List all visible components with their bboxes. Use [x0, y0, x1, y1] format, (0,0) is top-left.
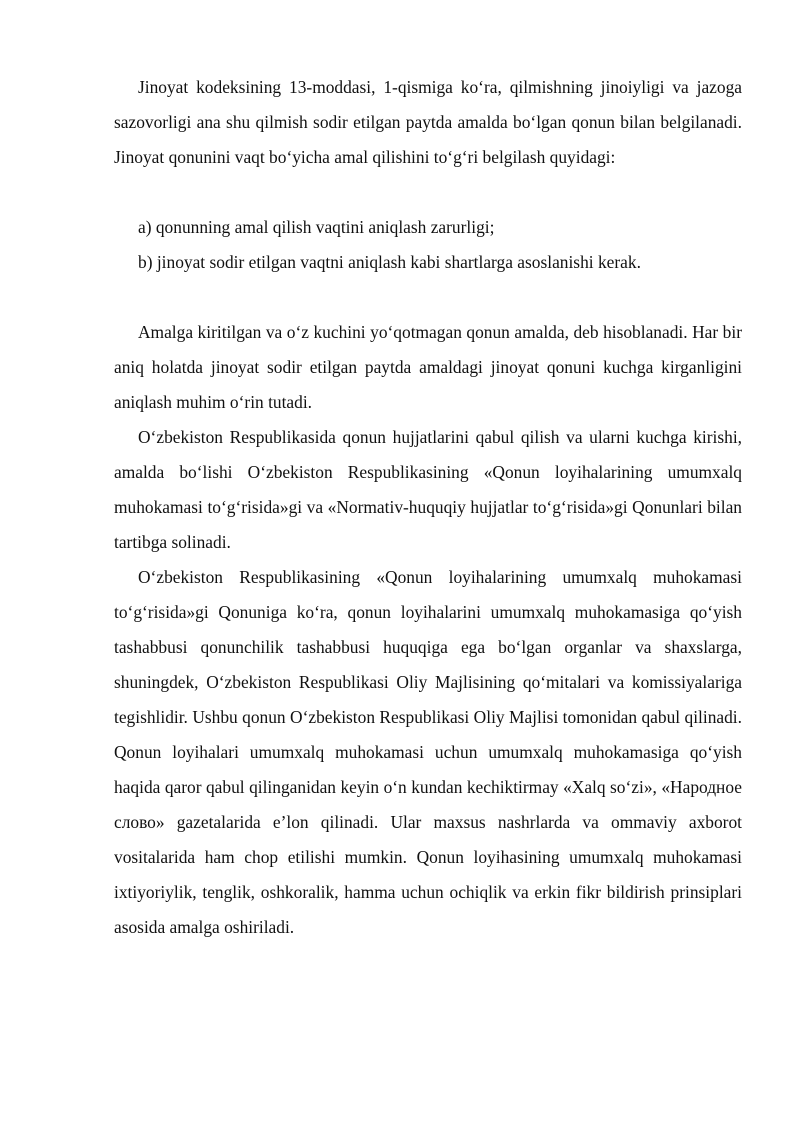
- paragraph-intro: Jinoyat kodeksining 13-moddasi, 1-qismiga ko‘ra, qilmishning jinoiyligi va jazoga sazovorligi ana shu qilmish sodir etilgan paytda amalda bo‘lgan qonun bilan belgilanadi. Jinoyat qonunini vaqt bo‘yicha amal qilishini to‘g‘ri belgilash quyidagi:: [114, 77, 742, 167]
- list-item-b: b) jinoyat sodir etilgan vaqtni aniqlash kabi shartlarga asoslanishi kerak.: [138, 252, 641, 272]
- paragraph-adoption: O‘zbekiston Respublikasida qonun hujjatlarini qabul qilish va ularni kuchga kirishi, amalda bo‘lishi O‘zbekiston Respublikasining «Qonun loyihalarining umumxalq muhokamasi to‘g‘risida»gi va «Normativ-huquqiy hujjatlar to‘g‘risida»gi Qonunlari bilan tartibga solinadi.: [114, 427, 742, 552]
- spacer: [114, 280, 742, 315]
- paragraph-public-discussion: O‘zbekiston Respublikasining «Qonun loyihalarining umumxalq muhokamasi to‘g‘risida»gi Qonuniga ko‘ra, qonun loyihalarini umumxalq muhokamasiga qo‘yish tashabbusi qonunchilik tashabbusi huquqiga ega bo‘lgan organlar va shaxslarga, shuningdek, O‘zbekiston Respublikasi Oliy Majlisining qo‘mitalari va komissiyalariga tegishlidir. Ushbu qonun O‘zbekiston Respublikasi Oliy Majlisi tomonidan qabul qilinadi. Qonun loyihalari umumxalq muhokamasi uchun umumxalq muhokamasiga qo‘yish haqida qaror qabul qilinganidan keyin o‘n kundan kechiktirmay «Xalq so‘zi», «Народное слово» gazetalarida e’lon qilinadi. Ular maxsus nashrlarda va ommaviy axborot vositalarida ham chop etilishi mumkin. Qonun loyihasining umumxalq muhokamasi ixtiyoriylik, tenglik, oshkoralik, hamma uchun ochiqlik va erkin fikr bildirish prinsiplari asosida amalga oshiriladi.: [114, 567, 742, 937]
- text-column: [114, 70, 742, 945]
- spacer: [114, 175, 742, 210]
- paragraph-validity: Amalga kiritilgan va o‘z kuchini yo‘qotmagan qonun amalda, deb hisoblanadi. Har bir aniq holatda jinoyat sodir etilgan paytda amaldagi jinoyat qonuni kuchga kirganligini aniqlash muhim o‘rin tutadi.: [114, 322, 742, 412]
- list-item-a: a) qonunning amal qilish vaqtini aniqlash zarurligi;: [138, 217, 495, 237]
